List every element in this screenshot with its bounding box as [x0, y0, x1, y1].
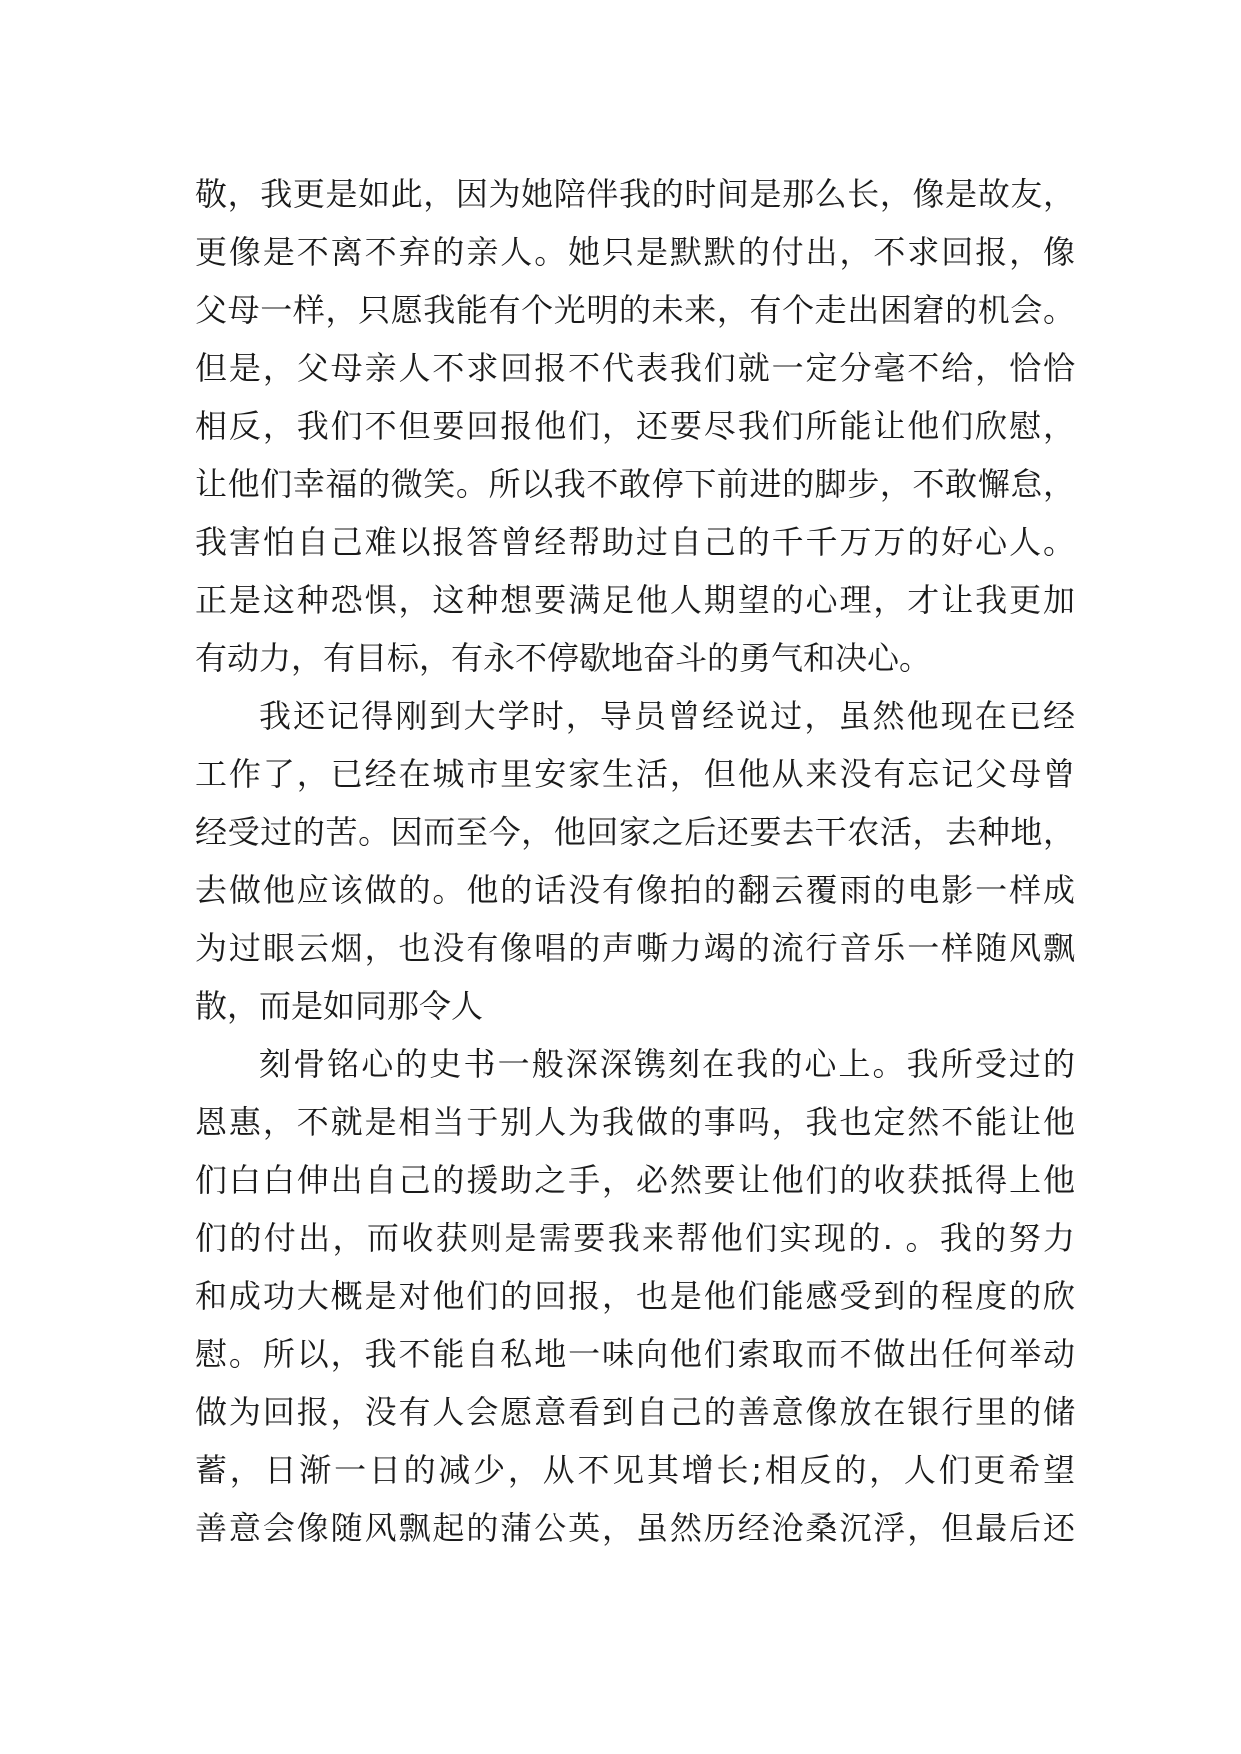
text-line: 敬，我更是如此，因为她陪伴我的时间是那么长，像是故友， — [195, 175, 1075, 213]
text-line: 刻骨铭心的史书一般深深镌刻在我的心上。我所受过的 — [259, 1045, 1075, 1083]
text-line: 正是这种恐惧，这种想要满足他人期望的心理，才让我更加 — [195, 581, 1075, 619]
text-line: 去做他应该做的。他的话没有像拍的翻云覆雨的电影一样成 — [195, 871, 1075, 909]
text-line: 我还记得刚到大学时，导员曾经说过，虽然他现在已经 — [259, 697, 1075, 735]
text-line: 经受过的苦。因而至今，他回家之后还要去干农活，去种地， — [195, 813, 1075, 851]
text-line: 们白白伸出自己的援助之手，必然要让他们的收获抵得上他 — [195, 1161, 1075, 1199]
body-text — [195, 165, 1075, 1557]
text-line: 为过眼云烟，也没有像唱的声嘶力竭的流行音乐一样随风飘 — [195, 929, 1075, 967]
text-line: 更像是不离不弃的亲人。她只是默默的付出，不求回报，像 — [195, 233, 1075, 271]
text-line: 有动力，有目标，有永不停歇地奋斗的勇气和决心。 — [195, 639, 932, 677]
text-line: 恩惠，不就是相当于别人为我做的事吗，我也定然不能让他 — [195, 1103, 1075, 1141]
text-line: 慰。所以，我不能自私地一味向他们索取而不做出任何举动 — [195, 1335, 1075, 1373]
text-line: 父母一样，只愿我能有个光明的未来，有个走出困窘的机会。 — [195, 291, 1075, 329]
text-line: 善意会像随风飘起的蒲公英，虽然历经沧桑沉浮，但最后还 — [195, 1509, 1075, 1547]
text-line: 我害怕自己难以报答曾经帮助过自己的千千万万的好心人。 — [195, 523, 1075, 561]
text-line: 但是，父母亲人不求回报不代表我们就一定分毫不给，恰恰 — [195, 349, 1075, 387]
text-line: 和成功大概是对他们的回报，也是他们能感受到的程度的欣 — [195, 1277, 1075, 1315]
text-line: 相反，我们不但要回报他们，还要尽我们所能让他们欣慰， — [195, 407, 1075, 445]
text-line: 做为回报，没有人会愿意看到自己的善意像放在银行里的储 — [195, 1393, 1075, 1431]
text-line: 们的付出，而收获则是需要我来帮他们实现的. 。我的努力 — [195, 1219, 1075, 1257]
text-line: 工作了，已经在城市里安家生活，但他从来没有忘记父母曾 — [195, 755, 1075, 793]
text-line: 蓄，日渐一日的减少，从不见其增长;相反的，人们更希望 — [195, 1451, 1075, 1489]
text-line: 让他们幸福的微笑。所以我不敢停下前进的脚步，不敢懈怠， — [195, 465, 1075, 503]
text-line: 散，而是如同那令人 — [195, 987, 484, 1025]
